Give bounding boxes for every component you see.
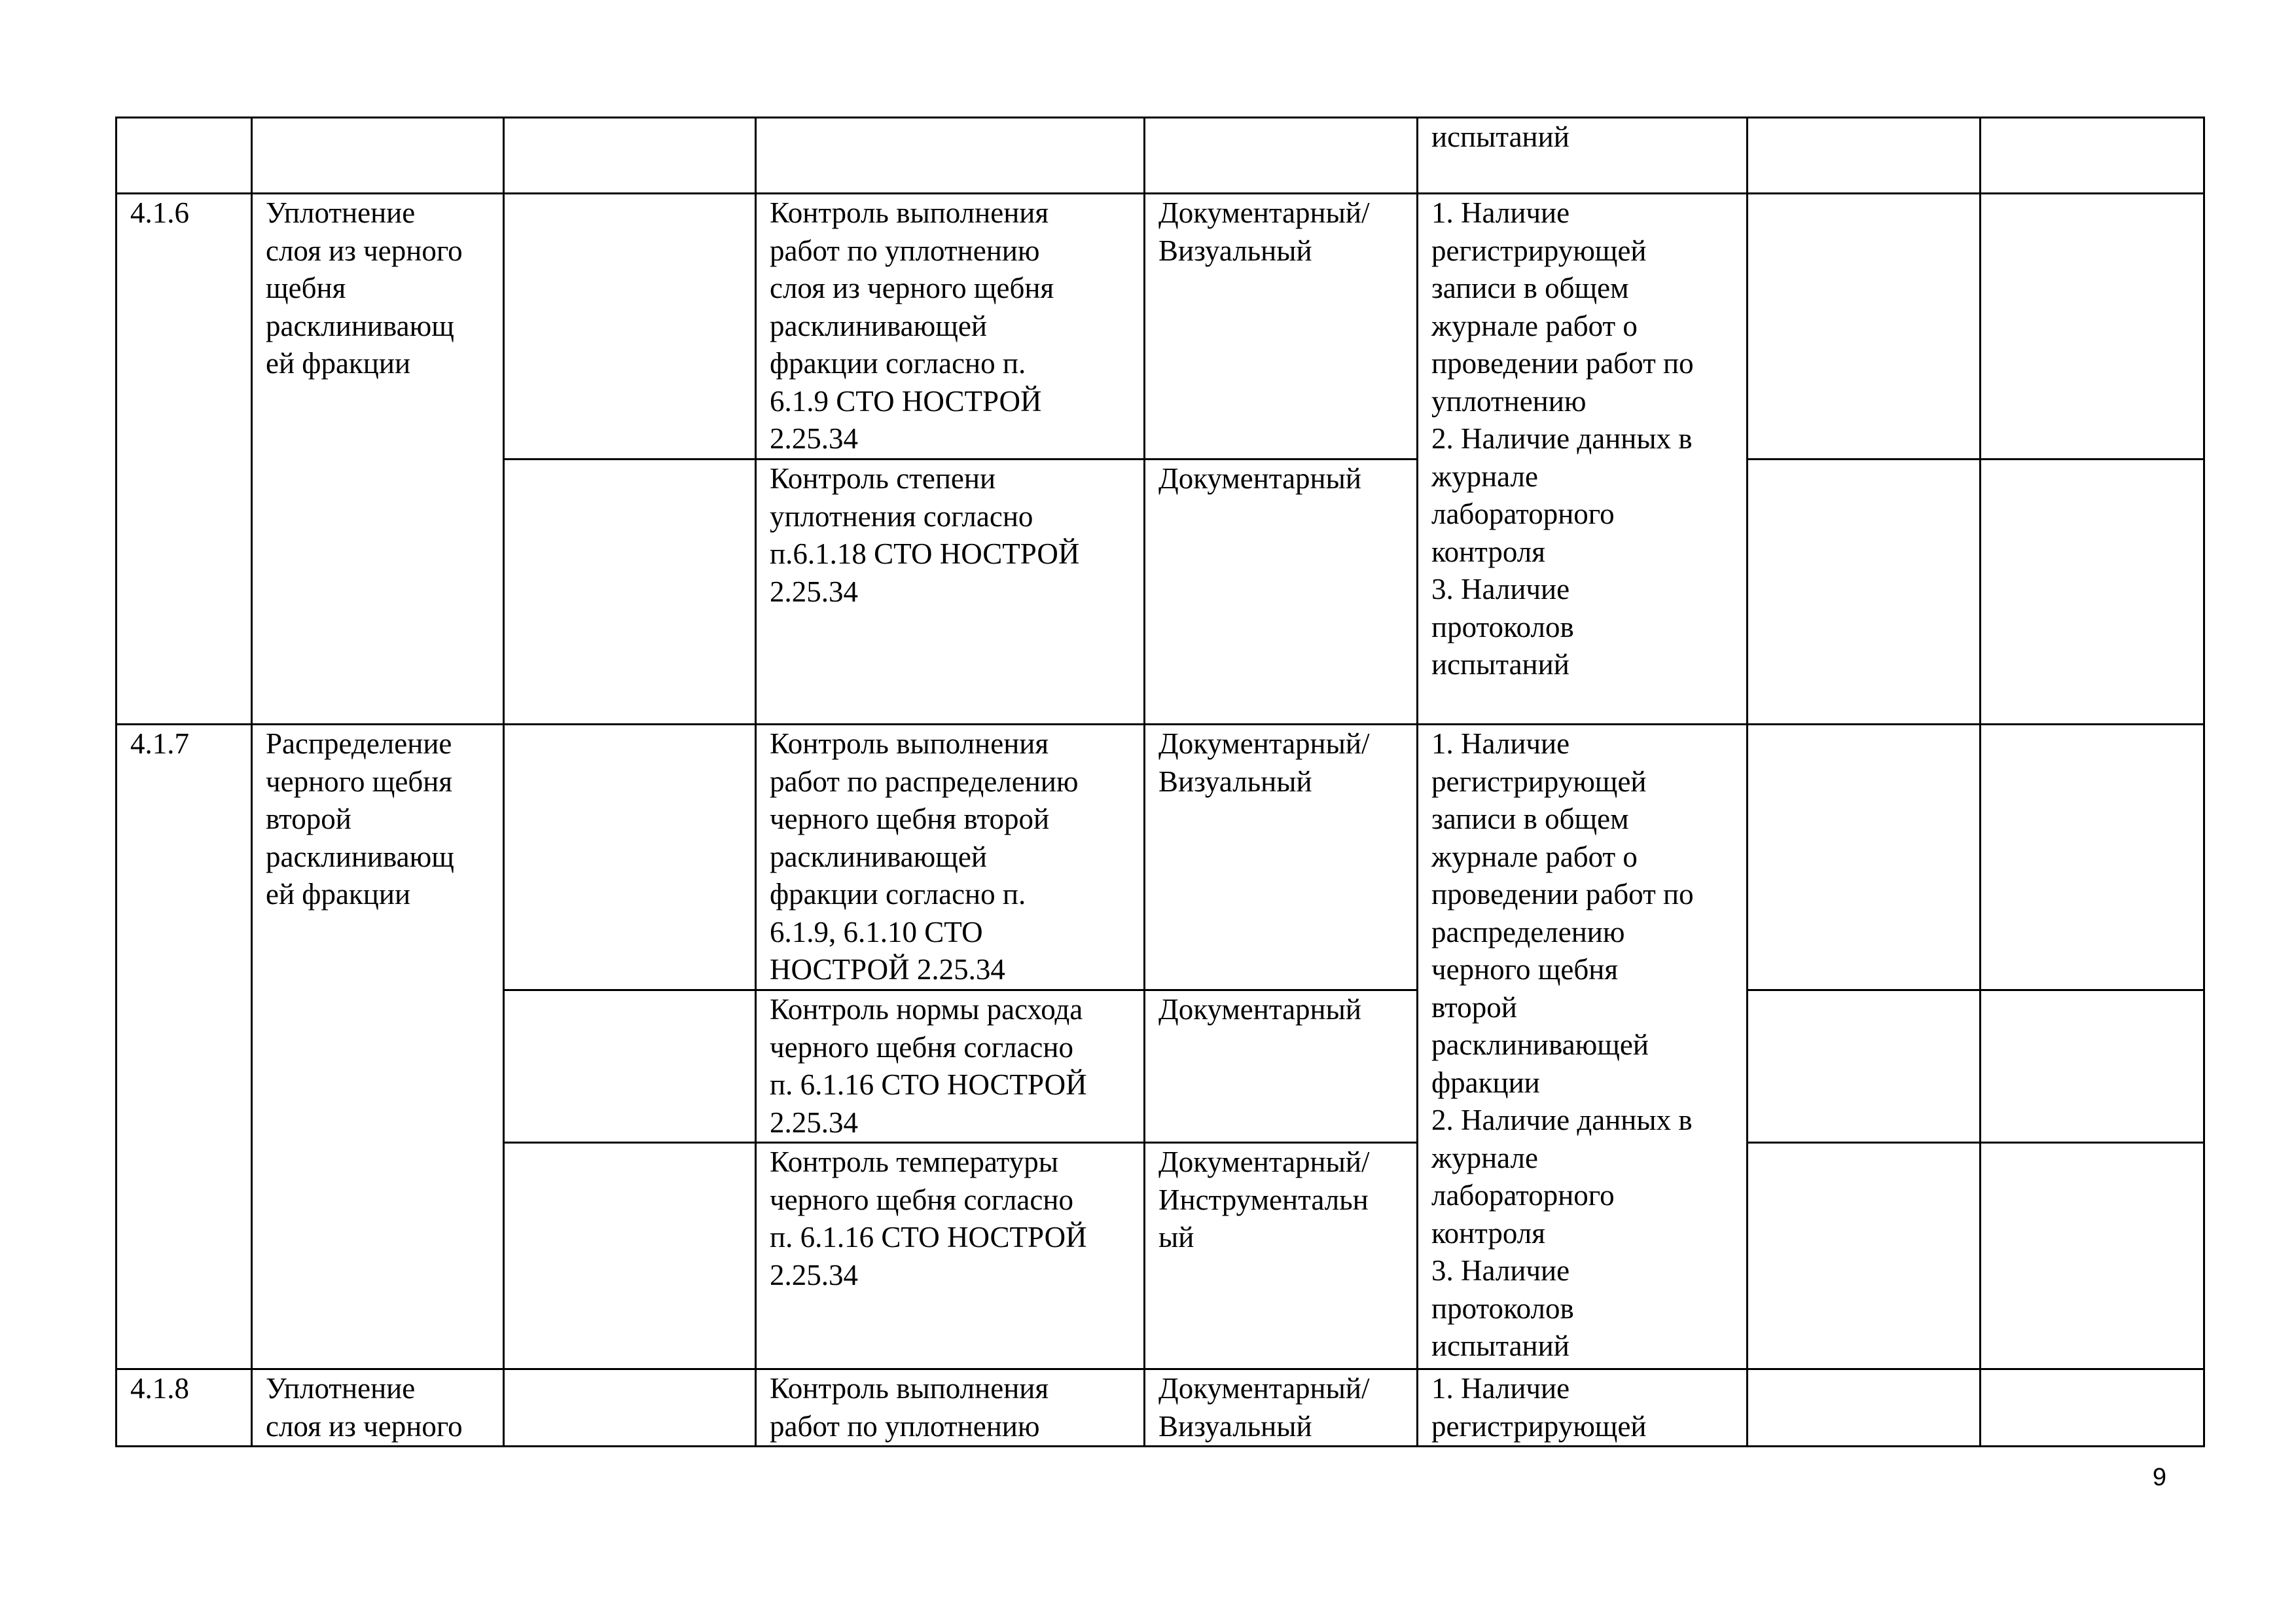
cell-empty [504,194,756,460]
cell-empty [504,1143,756,1369]
cell-empty [1748,990,1981,1143]
cell-method: Документарный [1145,990,1418,1143]
cell-empty [1981,725,2204,990]
cell-control: Контроль нормы расхода черного щебня согласно п. 6.1.16 СТО НОСТРОЙ 2.25.34 [756,990,1145,1143]
cell-empty [1981,990,2204,1143]
cell-empty [504,118,756,194]
cell-method: Документарный/ Инструментальн ый [1145,1143,1418,1369]
cell-empty [1748,460,1981,725]
cell-name: Уплотнение слоя из черного [252,1369,504,1447]
table-row-4-1-8 [117,1369,2204,1447]
table-row-4-1-7 [117,725,2204,990]
cell-name [252,118,504,194]
cell-num: 4.1.7 [117,725,252,1369]
cell-empty [504,1369,756,1447]
cell-method [1145,118,1418,194]
cell-control: Контроль выполнения работ по распределению черного щебня второй расклинивающей фракции согласно п. 6.1.9, 6.1.10 СТО НОСТРОЙ 2.25.34 [756,725,1145,990]
page-number: 9 [2152,1464,2166,1491]
cell-empty [504,725,756,990]
cell-empty [1748,1143,1981,1369]
cell-empty [1981,1369,2204,1447]
table-row-4-1-6 [117,194,2204,460]
cell-method: Документарный [1145,460,1418,725]
cell-num: 4.1.6 [117,194,252,725]
cell-name: Уплотнение слоя из черного щебня расклинивающ ей фракции [252,194,504,725]
cell-num: 4.1.8 [117,1369,252,1447]
cell-empty [1748,118,1981,194]
cell-empty [1981,194,2204,460]
cell-name: Распределение черного щебня второй расклинивающ ей фракции [252,725,504,1369]
cell-control: Контроль степени уплотнения согласно п.6.1.18 СТО НОСТРОЙ 2.25.34 [756,460,1145,725]
cell-method: Документарный/ Визуальный [1145,1369,1418,1447]
cell-method: Документарный/ Визуальный [1145,194,1418,460]
cell-result: 1. Наличие регистрирующей записи в общем журнале работ о проведении работ по уплотнению 2. Наличие данных в журнале лабораторного контроля 3. Наличие протоколов испытаний [1418,194,1748,725]
cell-empty [1981,1143,2204,1369]
cell-control: Контроль температуры черного щебня согласно п. 6.1.16 СТО НОСТРОЙ 2.25.34 [756,1143,1145,1369]
cell-empty [504,990,756,1143]
cell-num [117,118,252,194]
cell-result: испытаний [1418,118,1748,194]
table-row-continuation [117,118,2204,194]
cell-empty [504,460,756,725]
cell-empty [1981,460,2204,725]
cell-method: Документарный/ Визуальный [1145,725,1418,990]
cell-control: Контроль выполнения работ по уплотнению [756,1369,1145,1447]
inspection-table [115,117,2205,1447]
cell-result: 1. Наличие регистрирующей записи в общем журнале работ о проведении работ по распределению черного щебня второй расклинивающей фракции 2. Наличие данных в журнале лабораторного контроля 3. Наличие протоколов испытаний [1418,725,1748,1369]
cell-empty [1748,194,1981,460]
cell-result: 1. Наличие регистрирующей [1418,1369,1748,1447]
cell-control: Контроль выполнения работ по уплотнению слоя из черного щебня расклинивающей фракции согласно п. 6.1.9 СТО НОСТРОЙ 2.25.34 [756,194,1145,460]
cell-control [756,118,1145,194]
cell-empty [1981,118,2204,194]
cell-empty [1748,1369,1981,1447]
cell-empty [1748,725,1981,990]
